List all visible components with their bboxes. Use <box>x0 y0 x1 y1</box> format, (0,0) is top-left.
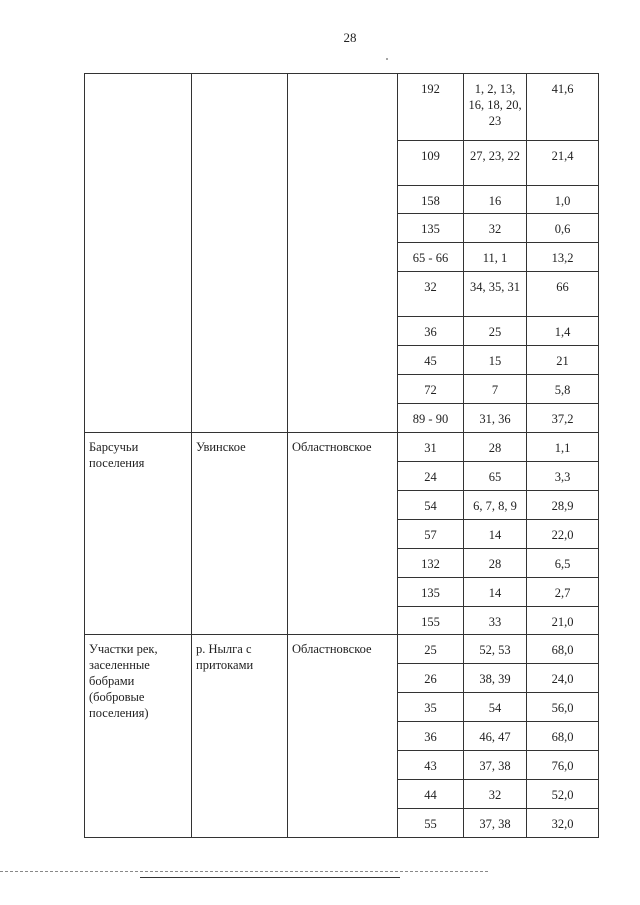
area-cell: 24,0 <box>527 664 599 693</box>
quarter-cell: 135 <box>398 578 464 607</box>
area-cell: 21,0 <box>527 607 599 635</box>
sections-cell: 38, 39 <box>464 664 527 693</box>
sections-cell: 1, 2, 13, 16, 18, 20, 23 <box>464 74 527 141</box>
location-cell: Увинское <box>192 433 288 635</box>
footer-rule-dashed <box>0 871 488 872</box>
sections-cell: 14 <box>464 520 527 549</box>
quarter-cell: 32 <box>398 272 464 317</box>
quarter-cell: 54 <box>398 491 464 520</box>
area-cell: 56,0 <box>527 693 599 722</box>
quarter-cell: 57 <box>398 520 464 549</box>
quarter-cell: 192 <box>398 74 464 141</box>
area-cell: 52,0 <box>527 780 599 809</box>
table-row <box>85 635 599 664</box>
area-cell: 41,6 <box>527 74 599 141</box>
location-cell <box>192 74 288 433</box>
sections-cell: 54 <box>464 693 527 722</box>
quarter-cell: 25 <box>398 635 464 664</box>
table-row <box>85 433 599 462</box>
quarter-cell: 45 <box>398 346 464 375</box>
quarter-cell: 89 - 90 <box>398 404 464 433</box>
quarter-cell: 36 <box>398 722 464 751</box>
quarter-cell: 55 <box>398 809 464 838</box>
sections-cell: 32 <box>464 214 527 243</box>
sections-cell: 32 <box>464 780 527 809</box>
area-cell: 5,8 <box>527 375 599 404</box>
sections-cell: 25 <box>464 317 527 346</box>
significance-cell: Областновское <box>288 635 398 838</box>
table-row <box>85 74 599 141</box>
object-cell: Участки рек, заселенные бобрами (бобровые поселения) <box>85 635 192 838</box>
area-cell: 37,2 <box>527 404 599 433</box>
area-cell: 32,0 <box>527 809 599 838</box>
area-cell: 68,0 <box>527 722 599 751</box>
object-cell <box>85 74 192 433</box>
sections-cell: 16 <box>464 186 527 214</box>
significance-cell <box>288 74 398 433</box>
sections-cell: 31, 36 <box>464 404 527 433</box>
quarter-cell: 72 <box>398 375 464 404</box>
area-cell: 3,3 <box>527 462 599 491</box>
sections-cell: 11, 1 <box>464 243 527 272</box>
sections-cell: 27, 23, 22 <box>464 141 527 186</box>
area-cell: 68,0 <box>527 635 599 664</box>
area-cell: 66 <box>527 272 599 317</box>
sections-cell: 14 <box>464 578 527 607</box>
sections-cell: 34, 35, 31 <box>464 272 527 317</box>
sections-cell: 33 <box>464 607 527 635</box>
area-cell: 0,6 <box>527 214 599 243</box>
page-number: 28 <box>343 30 357 45</box>
quarter-cell: 109 <box>398 141 464 186</box>
sections-cell: 28 <box>464 549 527 578</box>
quarter-cell: 65 - 66 <box>398 243 464 272</box>
footer-rule <box>140 877 400 878</box>
sections-cell: 7 <box>464 375 527 404</box>
area-cell: 22,0 <box>527 520 599 549</box>
area-cell: 21 <box>527 346 599 375</box>
location-cell: р. Нылга с притоками <box>192 635 288 838</box>
significance-cell: Областновское <box>288 433 398 635</box>
quarter-cell: 24 <box>398 462 464 491</box>
area-cell: 21,4 <box>527 141 599 186</box>
area-cell: 28,9 <box>527 491 599 520</box>
sections-cell: 46, 47 <box>464 722 527 751</box>
area-cell: 2,7 <box>527 578 599 607</box>
object-cell: Барсучьи поселения <box>85 433 192 635</box>
scan-speck <box>386 58 388 60</box>
area-cell: 6,5 <box>527 549 599 578</box>
area-cell: 1,0 <box>527 186 599 214</box>
quarter-cell: 43 <box>398 751 464 780</box>
sections-cell: 65 <box>464 462 527 491</box>
quarter-cell: 44 <box>398 780 464 809</box>
protected-objects-table <box>84 73 599 838</box>
sections-cell: 6, 7, 8, 9 <box>464 491 527 520</box>
sections-cell: 37, 38 <box>464 809 527 838</box>
quarter-cell: 35 <box>398 693 464 722</box>
area-cell: 13,2 <box>527 243 599 272</box>
sections-cell: 15 <box>464 346 527 375</box>
quarter-cell: 36 <box>398 317 464 346</box>
area-cell: 1,1 <box>527 433 599 462</box>
quarter-cell: 132 <box>398 549 464 578</box>
quarter-cell: 135 <box>398 214 464 243</box>
sections-cell: 37, 38 <box>464 751 527 780</box>
sections-cell: 52, 53 <box>464 635 527 664</box>
quarter-cell: 158 <box>398 186 464 214</box>
quarter-cell: 26 <box>398 664 464 693</box>
area-cell: 1,4 <box>527 317 599 346</box>
quarter-cell: 31 <box>398 433 464 462</box>
sections-cell: 28 <box>464 433 527 462</box>
area-cell: 76,0 <box>527 751 599 780</box>
quarter-cell: 155 <box>398 607 464 635</box>
